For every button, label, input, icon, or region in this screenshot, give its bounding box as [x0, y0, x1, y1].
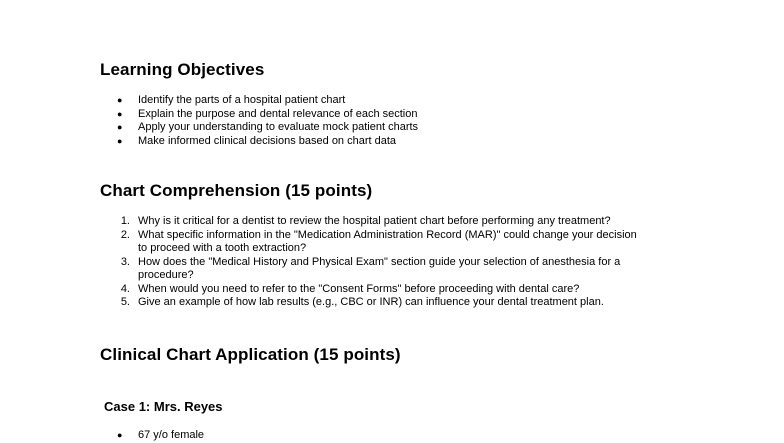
case-title: Case 1: Mrs. Reyes: [104, 399, 223, 414]
bullet-icon: ●: [117, 122, 123, 132]
list-item: ● Apply your understanding to evaluate mock patient charts: [117, 121, 419, 133]
question-item: 1. Why is it critical for a dentist to review the hospital patient chart before performing any treatment?: [120, 215, 611, 227]
bullet-icon: ●: [117, 108, 123, 119]
chart-comprehension-list: [0, 215, 693, 310]
list-item: ● Identify the parts of a hospital patient chart: [117, 94, 346, 106]
bullet-icon: ●: [117, 135, 123, 146]
learning-objectives-heading: Learning Objectives: [100, 60, 265, 79]
list-item: ● Explain the purpose and dental relevance of each section: [117, 107, 418, 120]
list-item: ● Make informed clinical decisions based on chart data: [117, 134, 397, 147]
question-item: 3. How does the "Medical History and Physical Exam" section guide your selection of anesthesia for a procedure?: [120, 255, 621, 281]
bullet-icon: ●: [117, 430, 123, 440]
question-item: 2. What specific information in the "Medication Administration Record (MAR)" could change your decision to proceed with a tooth extraction?: [120, 228, 637, 254]
bullet-icon: ●: [117, 95, 123, 105]
learning-objectives-list: [0, 94, 693, 148]
case-details-list: [0, 429, 693, 443]
chart-comprehension-heading: Chart Comprehension (15 points): [100, 181, 373, 200]
clinical-application-heading: Clinical Chart Application (15 points): [100, 345, 401, 364]
question-item: 5. Give an example of how lab results (e.g., CBC or INR) can influence your dental treatment plan.: [120, 296, 604, 308]
question-item: 4. When would you need to refer to the "Consent Forms" before proceeding with dental care?: [120, 282, 580, 295]
list-item: ● 67 y/o female: [117, 429, 205, 441]
